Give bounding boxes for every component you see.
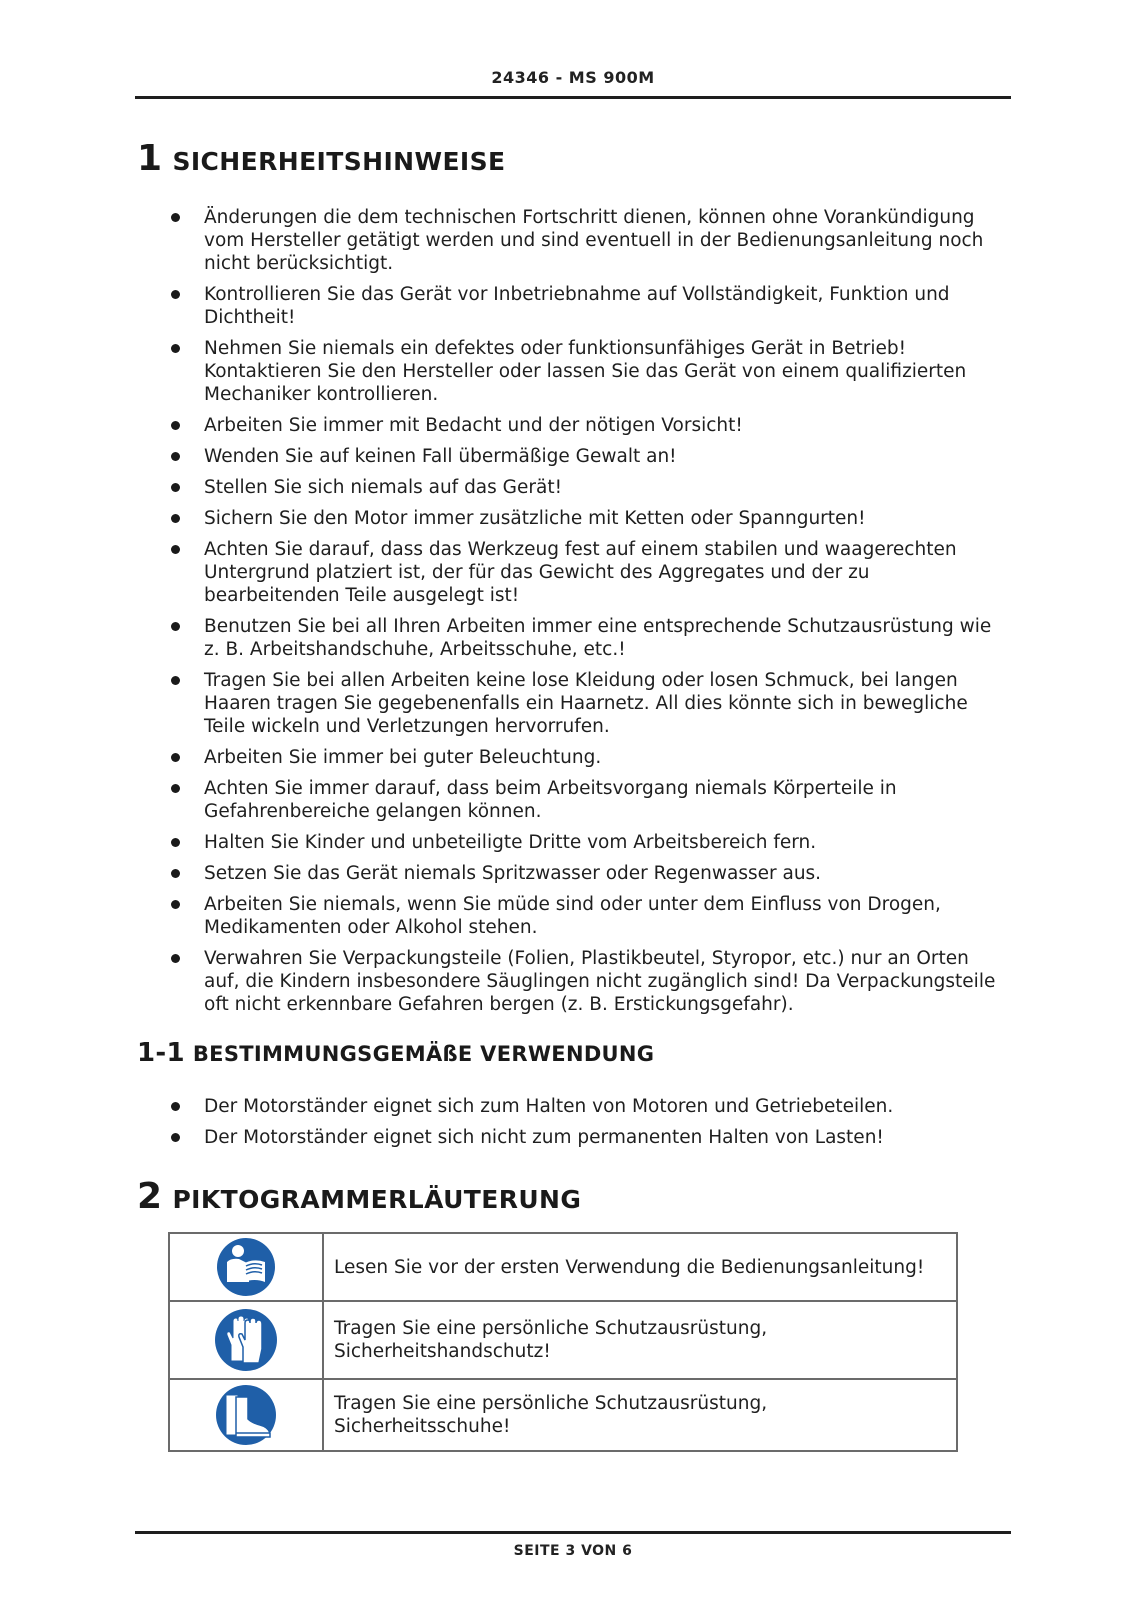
gloves-icon xyxy=(211,1305,281,1375)
safety-list xyxy=(0,206,1004,1024)
section-1-number: 1 xyxy=(137,138,163,179)
footer-rule xyxy=(135,1531,1011,1534)
bullet-icon xyxy=(171,290,180,299)
section-2-heading xyxy=(137,1176,581,1217)
list-item: Arbeiten Sie niemals, wenn Sie müde sind oder unter dem Einfluss von Drogen, Medikamenten oder Alkohol stehen. xyxy=(0,893,1004,939)
section-1-heading xyxy=(137,138,506,179)
pictogram-text: Tragen Sie eine persönliche Schutzausrüstung, Sicherheitshandschutz! xyxy=(323,1301,957,1379)
bullet-icon xyxy=(171,452,180,461)
section-1-1-number: 1-1 xyxy=(137,1038,185,1068)
list-item: Achten Sie darauf, dass das Werkzeug fest auf einem stabilen und waagerechten Untergrund platziert ist, der für das Gewicht des Aggregates und der zu bearbeitenden Teile ausgelegt ist! xyxy=(0,538,1004,607)
list-item: Arbeiten Sie immer mit Bedacht und der nötigen Vorsicht! xyxy=(0,414,1004,437)
bullet-icon xyxy=(171,753,180,762)
list-item: Sichern Sie den Motor immer zusätzliche mit Ketten oder Spanngurten! xyxy=(0,507,1004,530)
page-number: SEITE 3 VON 6 xyxy=(513,1543,633,1559)
section-1-1-title: BESTIMMUNGSGEMÄßE VERWENDUNG xyxy=(192,1042,655,1066)
list-item: Wenden Sie auf keinen Fall übermäßige Gewalt an! xyxy=(0,445,1004,468)
section-2-number: 2 xyxy=(137,1176,163,1217)
table-row xyxy=(169,1379,957,1451)
list-item: Der Motorständer eignet sich zum Halten von Motoren und Getriebeteilen. xyxy=(0,1095,1004,1118)
list-item: Benutzen Sie bei all Ihren Arbeiten immer eine entsprechende Schutzausrüstung wie z. B. Arbeitshandschuhe, Arbeitsschuhe, etc.! xyxy=(0,615,1004,661)
bullet-icon xyxy=(171,1102,180,1111)
bullet-icon xyxy=(171,622,180,631)
bullet-icon xyxy=(171,784,180,793)
bullet-icon xyxy=(171,483,180,492)
bullet-icon xyxy=(171,421,180,430)
bullet-icon xyxy=(171,1133,180,1142)
list-item: Nehmen Sie niemals ein defektes oder funktionsunfähiges Gerät in Betrieb! Kontaktieren Sie den Hersteller oder lassen Sie das Gerät von einem qualifizierten Mechaniker kontrollieren. xyxy=(0,337,1004,406)
safety-boots-icon xyxy=(212,1381,280,1449)
section-1-1-heading xyxy=(137,1038,654,1068)
pictogram-table xyxy=(168,1232,958,1452)
list-item: Stellen Sie sich niemals auf das Gerät! xyxy=(0,476,1004,499)
bullet-icon xyxy=(171,869,180,878)
section-1-title: SICHERHEITSHINWEISE xyxy=(172,147,506,176)
list-item: Änderungen die dem technischen Fortschritt dienen, können ohne Vorankündigung vom Hersteller getätigt werden und sind eventuell in der Bedienungsanleitung noch nicht berücksichtigt. xyxy=(0,206,1004,275)
bullet-icon xyxy=(171,838,180,847)
bullet-icon xyxy=(171,514,180,523)
list-item: Tragen Sie bei allen Arbeiten keine lose Kleidung oder losen Schmuck, bei langen Haaren tragen Sie gegebenenfalls ein Haarnetz. All dies könnte sich in bewegliche Teile wickeln und Verletzungen hervorrufen. xyxy=(0,669,1004,738)
bullet-icon xyxy=(171,545,180,554)
list-item: Achten Sie immer darauf, dass beim Arbeitsvorgang niemals Körperteile in Gefahrenbereiche gelangen können. xyxy=(0,777,1004,823)
section-2-title: PIKTOGRAMMERLÄUTERUNG xyxy=(172,1185,582,1214)
pictogram-text: Lesen Sie vor der ersten Verwendung die Bedienungsanleitung! xyxy=(323,1233,957,1301)
table-row xyxy=(169,1233,957,1301)
bullet-icon xyxy=(171,676,180,685)
list-item: Halten Sie Kinder und unbeteiligte Dritte vom Arbeitsbereich fern. xyxy=(0,831,1004,854)
usage-list xyxy=(0,1095,1004,1157)
header-rule xyxy=(135,96,1011,99)
document-header: 24346 - MS 900M xyxy=(491,68,655,87)
list-item: Setzen Sie das Gerät niemals Spritzwasser oder Regenwasser aus. xyxy=(0,862,1004,885)
bullet-icon xyxy=(171,213,180,222)
list-item: Arbeiten Sie immer bei guter Beleuchtung. xyxy=(0,746,1004,769)
read-manual-icon xyxy=(213,1234,279,1300)
table-row xyxy=(169,1301,957,1379)
bullet-icon xyxy=(171,344,180,353)
bullet-icon xyxy=(171,954,180,963)
list-item: Der Motorständer eignet sich nicht zum permanenten Halten von Lasten! xyxy=(0,1126,1004,1149)
list-item: Kontrollieren Sie das Gerät vor Inbetriebnahme auf Vollständigkeit, Funktion und Dichtheit! xyxy=(0,283,1004,329)
bullet-icon xyxy=(171,900,180,909)
pictogram-text: Tragen Sie eine persönliche Schutzausrüstung, Sicherheitsschuhe! xyxy=(323,1379,957,1451)
list-item: Verwahren Sie Verpackungsteile (Folien, Plastikbeutel, Styropor, etc.) nur an Orten auf, die Kindern insbesondere Säuglingen nicht zugänglich sind! Da Verpackungsteile oft nicht erkennbare Gefahren bergen (z. B. Erstickungsgefahr). xyxy=(0,947,1004,1016)
